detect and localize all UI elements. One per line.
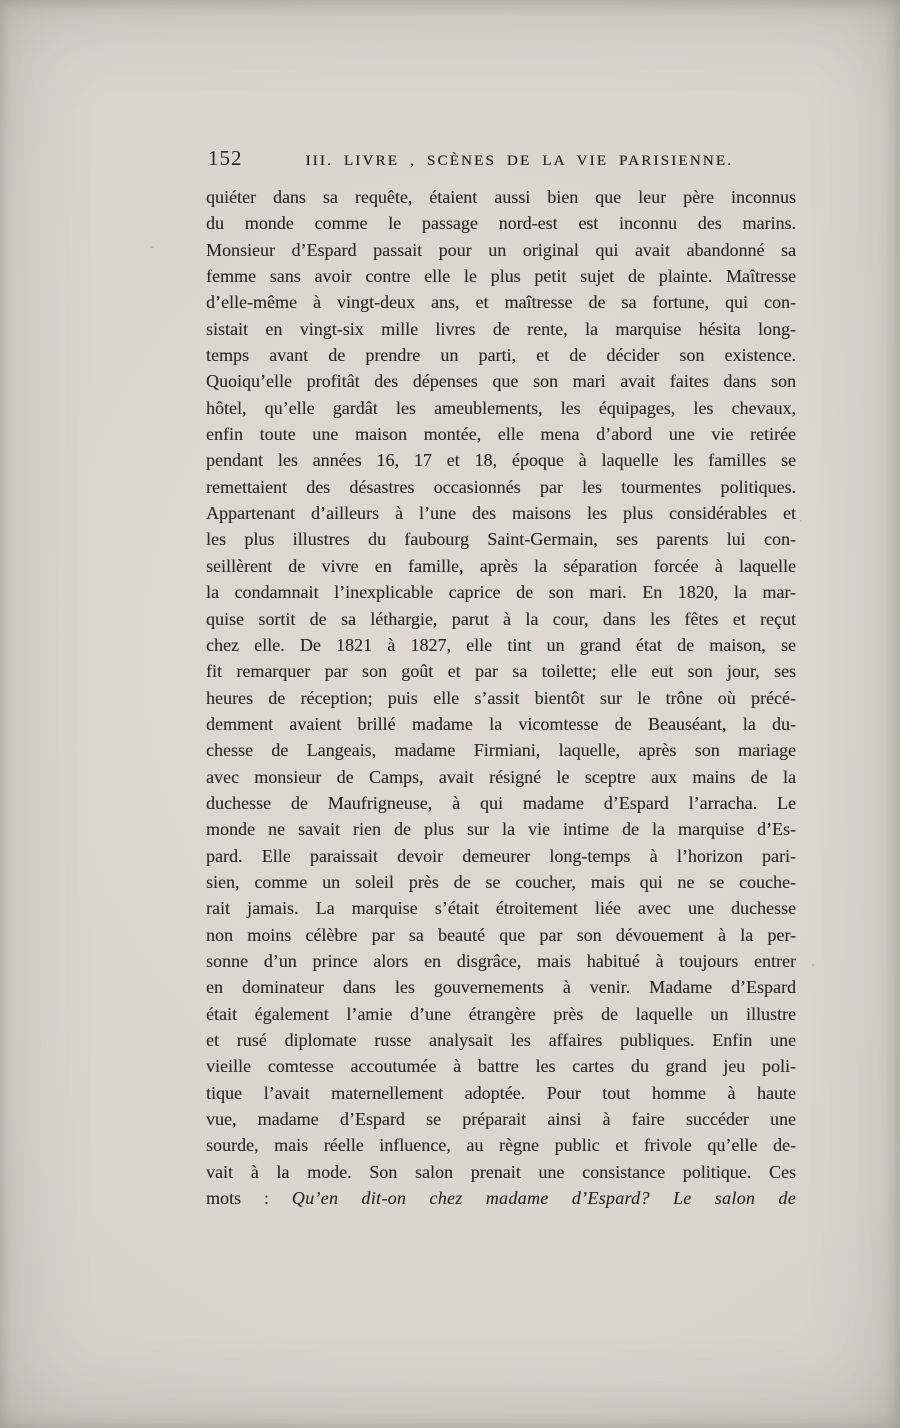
text-line: rait jamais. La marquise s’était étroitement liée avec une duchesse	[206, 898, 796, 919]
text-line: Appartenant d’ailleurs à l’une des maisons les plus considérables et	[206, 503, 796, 524]
text-line: vieille comtesse accoutumée à battre les cartes du grand jeu poli-	[206, 1056, 796, 1077]
text-line: pard. Elle paraissait devoir demeurer long-temps à l’horizon pari-	[206, 845, 796, 866]
page-number: 152	[208, 146, 243, 170]
text-line: hôtel, qu’elle gardât les ameublements, les équipages, les chevaux,	[206, 397, 796, 418]
text-line: enfin toute une maison montée, elle mena d’abord une vie retirée	[206, 424, 796, 445]
text-line: quise sortit de sa léthargie, parut à la cour, dans les fêtes et reçut	[206, 608, 796, 629]
page-header	[208, 146, 796, 171]
text-line: sonne d’un prince alors en disgrâce, mais habitué à toujours entrer	[206, 950, 796, 971]
text-line: pendant les années 16, 17 et 18, époque à laquelle les familles se	[206, 450, 796, 471]
text-line: vue, madame d’Espard se préparait ainsi à faire succéder une	[206, 1109, 796, 1130]
text-line: était également l’amie d’une étrangère près de laquelle un illustre	[206, 1003, 796, 1024]
text-line: avec monsieur de Camps, avait résigné le sceptre aux mains de la	[206, 766, 796, 787]
text-line: fit remarquer par son goût et par sa toilette; elle eut son jour, ses	[206, 661, 796, 682]
text-line: femme sans avoir contre elle le plus petit sujet de plainte. Maîtresse	[206, 266, 796, 287]
scan-speck	[800, 520, 802, 522]
text-line: du monde comme le passage nord-est est inconnu des marins.	[206, 213, 796, 234]
running-header: III. LIVRE , SCÈNES DE LA VIE PARISIENNE.	[305, 153, 734, 169]
text-line: duchesse de Maufrigneuse, à qui madame d’Espard l’arracha. Le	[206, 792, 796, 813]
text-line: chesse de Langeais, madame Firmiani, laquelle, après son mariage	[206, 740, 796, 761]
last-line-normal: mots :	[206, 1188, 292, 1209]
text-line: les plus illustres du faubourg Saint-Germain, ses parents lui con-	[206, 529, 796, 550]
text-line: et rusé diplomate russe analysait les affaires publiques. Enfin une	[206, 1030, 796, 1050]
text-line: monde ne savait rien de plus sur la vie intime de la marquise d’Es-	[206, 819, 796, 840]
text-line: demment avaient brillé madame la vicomtesse de Beauséant, la du-	[206, 713, 796, 734]
text-line: temps avant de prendre un parti, et de décider son existence.	[206, 345, 796, 366]
text-line: d’elle-même à vingt-deux ans, et maîtresse de sa fortune, qui con-	[206, 292, 796, 313]
text-line: en dominateur dans les gouvernements à venir. Madame d’Espard	[206, 977, 796, 998]
text-line: remettaient des désastres occasionnés par les tourmentes politiques.	[206, 476, 796, 497]
text-line: sien, comme un soleil près de se coucher, mais qui ne se couche-	[206, 871, 796, 892]
text-line: Quoiqu’elle profitât des dépenses que son mari avait faites dans son	[206, 371, 796, 392]
text-line: quiéter dans sa requête, étaient aussi bien que leur père inconnus	[206, 187, 796, 207]
text-line: la condamnait l’inexplicable caprice de son mari. En 1820, la mar-	[206, 582, 796, 603]
text-line: seillèrent de vivre en famille, après la séparation forcée à laquelle	[206, 555, 796, 576]
text-line: sourde, mais réelle influence, au règne public et frivole qu’elle de-	[206, 1135, 796, 1156]
text-line: chez elle. De 1821 à 1827, elle tint un grand état de maison, se	[206, 634, 796, 655]
text-line: non moins célèbre par sa beauté que par son dévouement à la per-	[206, 924, 796, 945]
body-lines	[206, 184, 796, 1185]
last-text-line	[206, 1185, 796, 1211]
text-line: heures de réception; puis elle s’assit bientôt sur le trône où précé-	[206, 687, 796, 708]
last-line-italic: Qu’en dit-on chez madame d’Espard? Le salon de	[291, 1188, 796, 1209]
text-line: Monsieur d’Espard passait pour un original qui avait abandonné sa	[206, 239, 796, 260]
text-line: sistait en vingt-six mille livres de rente, la marquise hésita long-	[206, 318, 796, 339]
body-text	[206, 184, 796, 1211]
text-line: vait à la mode. Son salon prenait une consistance politique. Ces	[206, 1161, 796, 1182]
text-line: tique l’avait maternellement adoptée. Pour tout homme à haute	[206, 1082, 796, 1103]
scan-speck	[150, 246, 154, 248]
scan-speck	[812, 964, 814, 966]
